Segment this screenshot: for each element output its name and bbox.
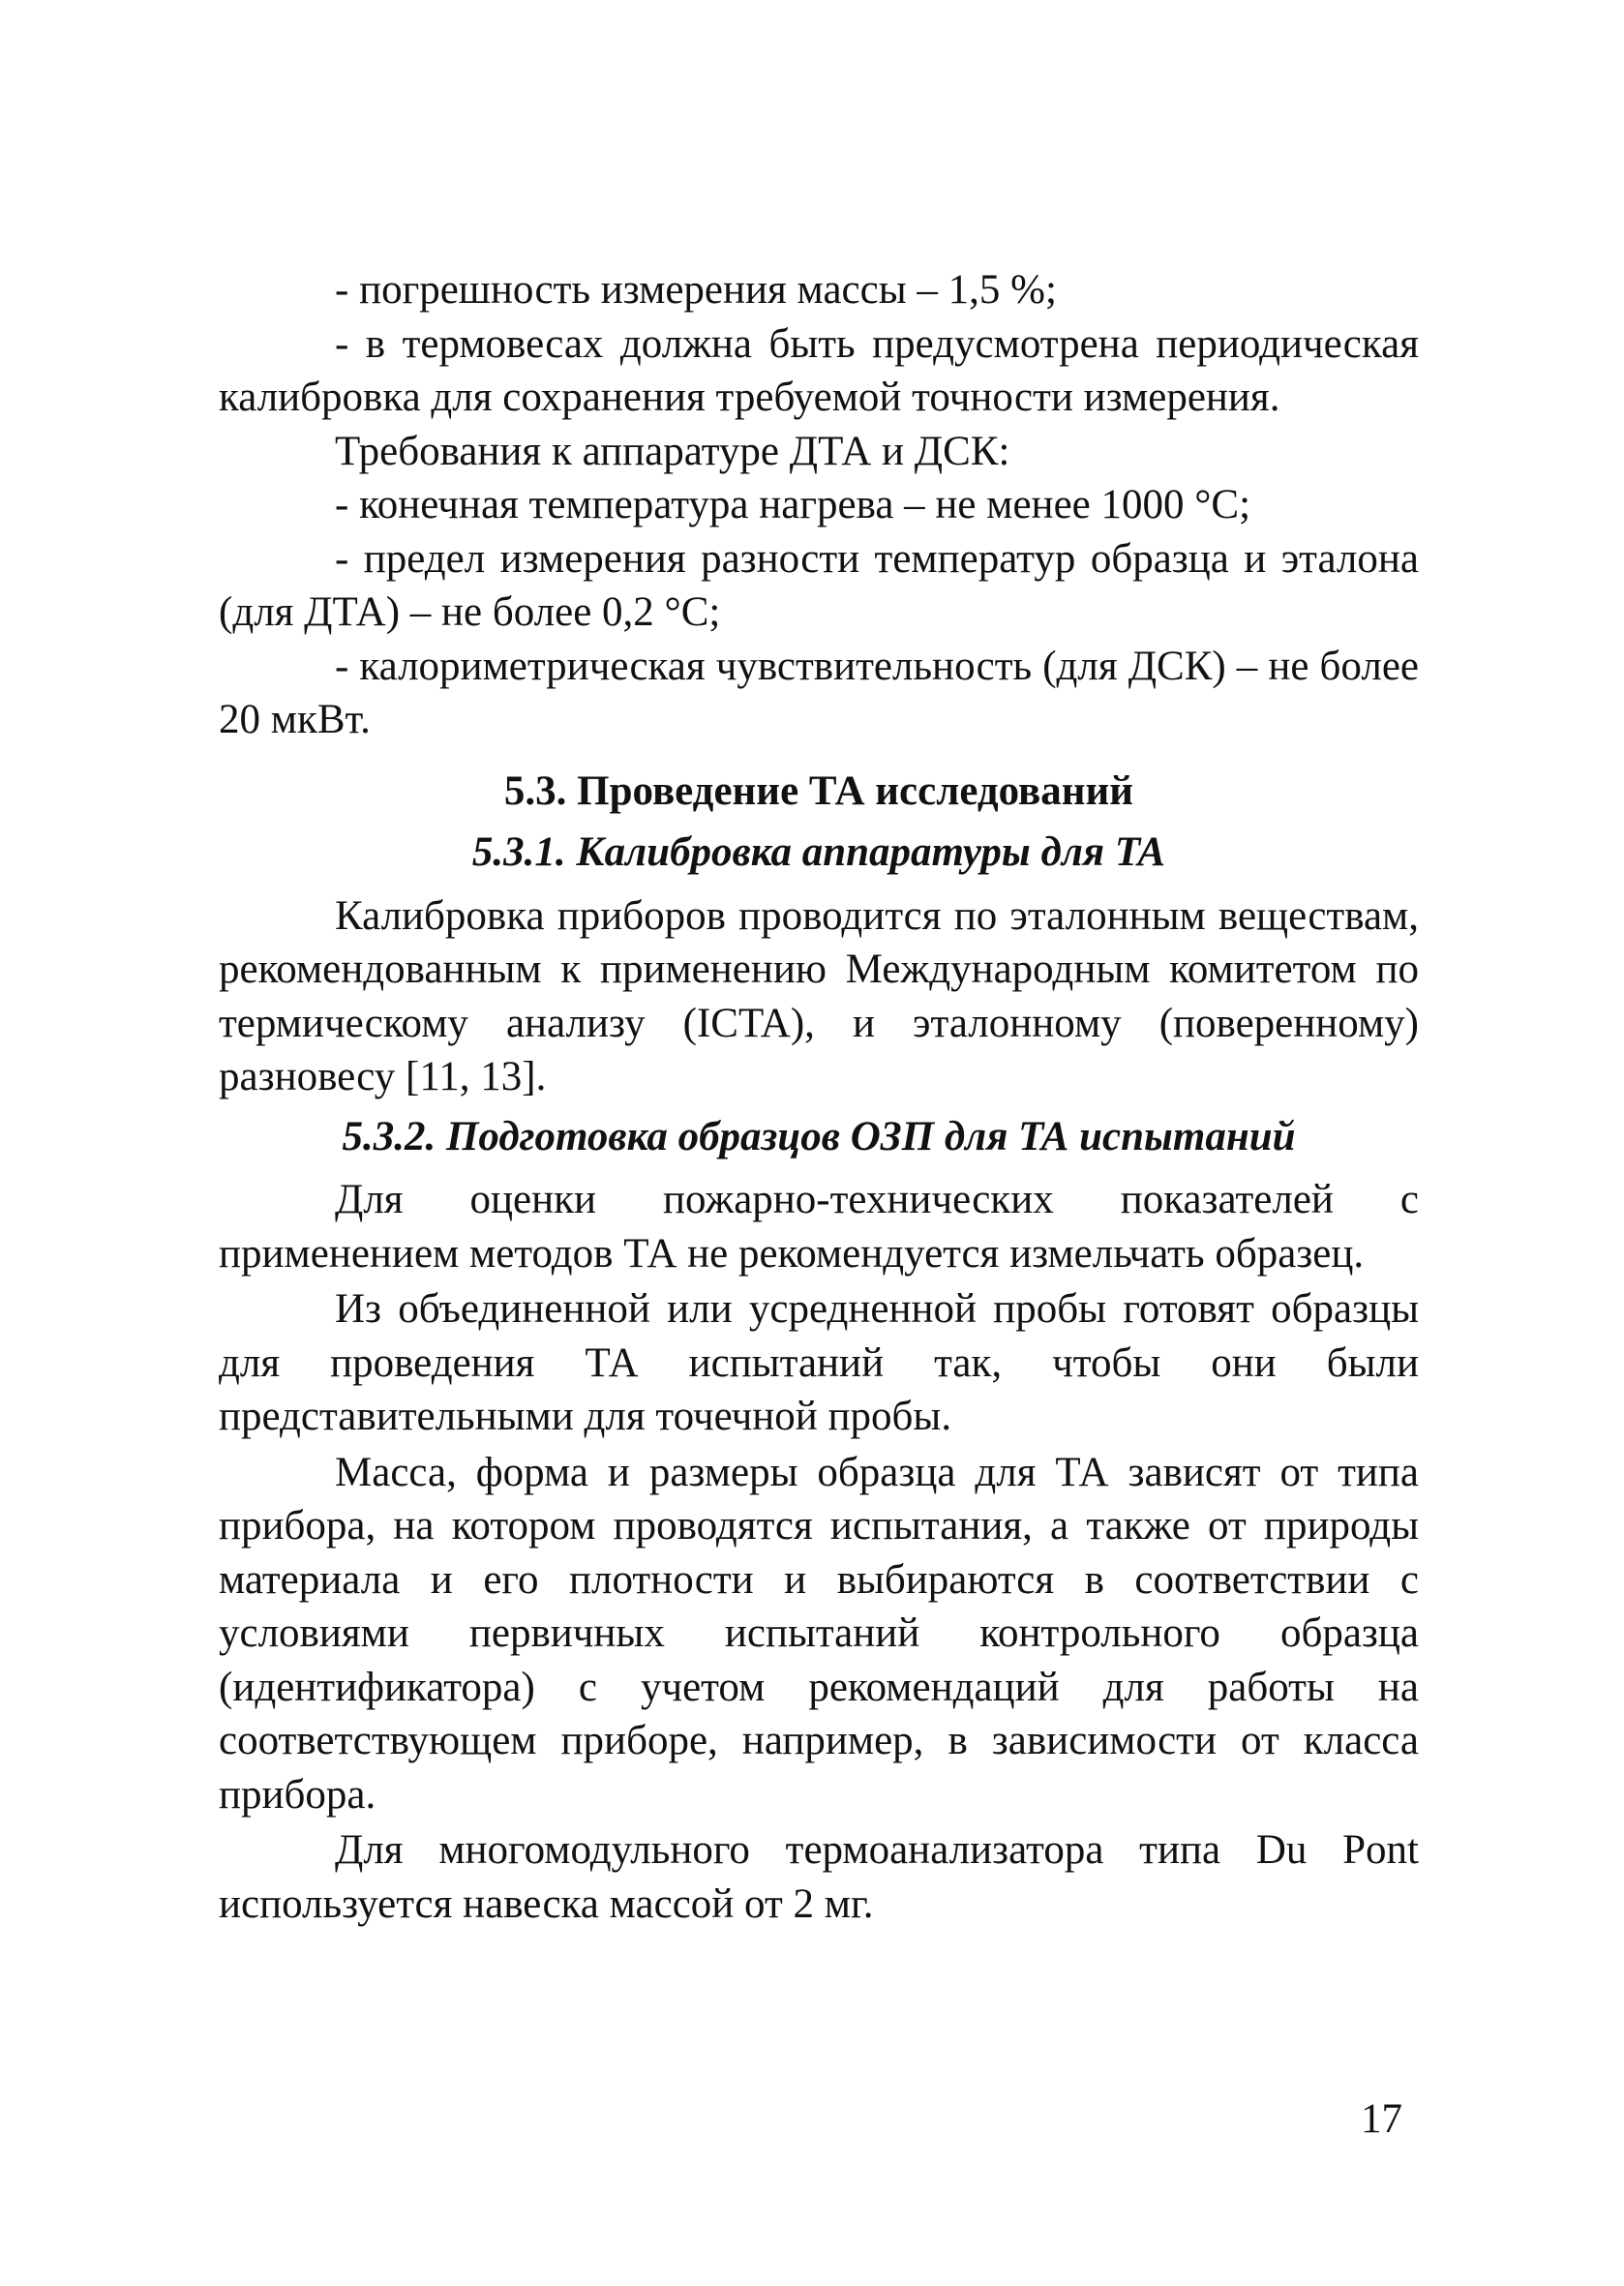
- subsection-heading: 5.3.2. Подготовка образцов ОЗП для ТА испытаний: [342, 1113, 1296, 1159]
- paragraph: - калориметрическая чувствительность (для ДСК) – не более 20 мкВт.: [219, 643, 1419, 742]
- paragraph: Для оценки пожарно-технических показателей с применением методов ТА не рекомендуется измельчать образец.: [219, 1177, 1419, 1277]
- paragraph: Калибровка приборов проводится по эталонным веществам, рекомендованным к применению Международным комитетом по термическому анализу (ICTA), и эталонному (поверенному) разновесу [11, 13].: [219, 892, 1419, 1099]
- paragraph: - погрешность измерения массы – 1,5 %;: [335, 267, 1057, 313]
- section-heading: 5.3. Проведение ТА исследований: [503, 767, 1134, 814]
- paragraph: - предел измерения разности температур образца и эталона (для ДТА) – не более 0,2 °С;: [219, 535, 1419, 635]
- paragraph: - конечная температура нагрева – не менее 1000 °С;: [335, 482, 1251, 527]
- paragraph: Требования к аппаратуре ДТА и ДСК:: [335, 428, 1010, 474]
- paragraph: Из объединенной или усредненной пробы готовят образцы для проведения ТА испытаний так, чтобы они были представительными для точечной пробы.: [219, 1286, 1419, 1439]
- page-number: 17: [1361, 2096, 1402, 2142]
- page-body: [219, 263, 1419, 1931]
- paragraph: Масса, форма и размеры образца для ТА зависят от типа прибора, на котором проводятся испытания, а также от природы материала и его плотности и выбираются в соответствии с условиями первичных испытаний контрольного образца (идентификатора) с учетом рекомендаций для работы на соответствующем приборе, например, в зависимости от класса прибора.: [219, 1449, 1419, 1818]
- paragraph: - в термовесах должна быть предусмотрена периодическая калибровка для сохранения требуемой точности измерения.: [219, 320, 1419, 420]
- subsection-heading: 5.3.1. Калибровка аппаратуры для ТА: [471, 829, 1166, 875]
- paragraph: Для многомодульного термоанализатора типа Du Pont используется навеска массой от 2 мг.: [219, 1827, 1419, 1927]
